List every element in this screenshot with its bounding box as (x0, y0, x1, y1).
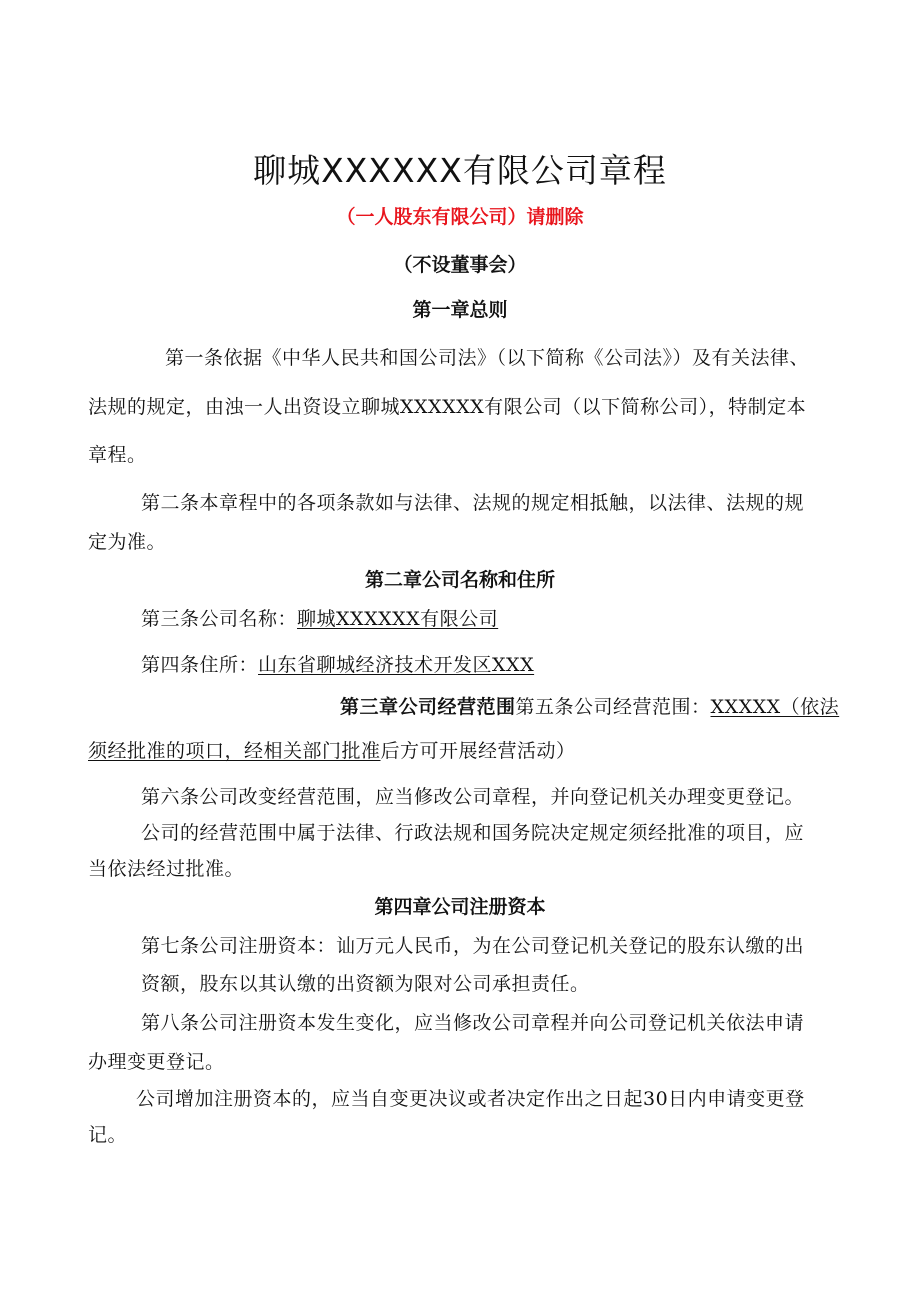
board-note: （不设董事会） (393, 254, 527, 276)
company-name-field: 聊城XXXXXX有限公司 (297, 608, 499, 630)
chapter-2-heading: 第二章公司名称和住所 (364, 569, 555, 591)
article-3 (141, 604, 498, 631)
article-3-label: 第三条公司名称： (141, 608, 298, 630)
scope-approval-line-1: 公司的经营范围中属于法律、行政法规和国务院决定规定须经批准的项目，应 (141, 822, 805, 844)
article-5-line-2 (88, 736, 576, 763)
delete-note-subtitle: （一人股东有限公司）请删除 (336, 206, 584, 228)
article-2-line-1: 第二条本章程中的各项条款如与法律、法规的规定相抵触，以法律、法规的规 (141, 492, 805, 514)
article-2-line-2: 定为准。 (88, 531, 167, 553)
article-4-label: 第四条住所： (141, 654, 259, 676)
article-8-line-1: 第八条公司注册资本发生变化，应当修改公司章程并向公司登记机关依法申请 (141, 1012, 805, 1034)
article-7-line-2: 资额，股东以其认缴的出资额为限对公司承担责任。 (141, 973, 590, 995)
document-title: 聊城XXXXXX有限公司章程 (253, 151, 667, 190)
chapter-3-heading: 第三章公司经营范围 (340, 696, 516, 718)
address-field: 山东省聊城经济技术开发区XXX (258, 654, 535, 676)
capital-increase-line-2: 记。 (88, 1124, 128, 1146)
business-scope-field-start: XXXXX（依法 (710, 696, 840, 718)
business-scope-field-end: 须经批准的项口，经相关部门批准 (88, 740, 381, 762)
scope-approval-line-2: 当依法经过批准。 (88, 858, 245, 880)
chapter-1-heading: 第一章总则 (412, 299, 508, 321)
article-5-label: 第五条公司经营范围： (515, 696, 711, 718)
article-5-suffix: 后方可开展经营活动） (380, 740, 576, 762)
article-1-line-1: 第一条依据《中华人民共和国公司法》（以下简称《公司法》）及有关法律、 (165, 347, 810, 369)
article-7-line-1: 第七条公司注册资本：讪万元人民币，为在公司登记机关登记的股东认缴的出 (141, 935, 805, 957)
article-8-line-2: 办理变更登记。 (88, 1051, 225, 1073)
article-4 (141, 650, 534, 677)
chapter-4-heading: 第四章公司注册资本 (374, 896, 546, 918)
article-6: 第六条公司改变经营范围，应当修改公司章程，并向登记机关办理变更登记。 (141, 786, 805, 808)
article-1-line-3: 章程。 (88, 444, 147, 466)
capital-increase-line-1: 公司增加注册资本的，应当自变更决议或者决定作出之日起30日内申请变更登 (136, 1088, 805, 1110)
article-1-line-2: 法规的规定，由浊一人出资设立聊城XXXXXX有限公司（以下简称公司），特制定本 (88, 396, 807, 418)
article-5-line-1 (340, 692, 839, 719)
